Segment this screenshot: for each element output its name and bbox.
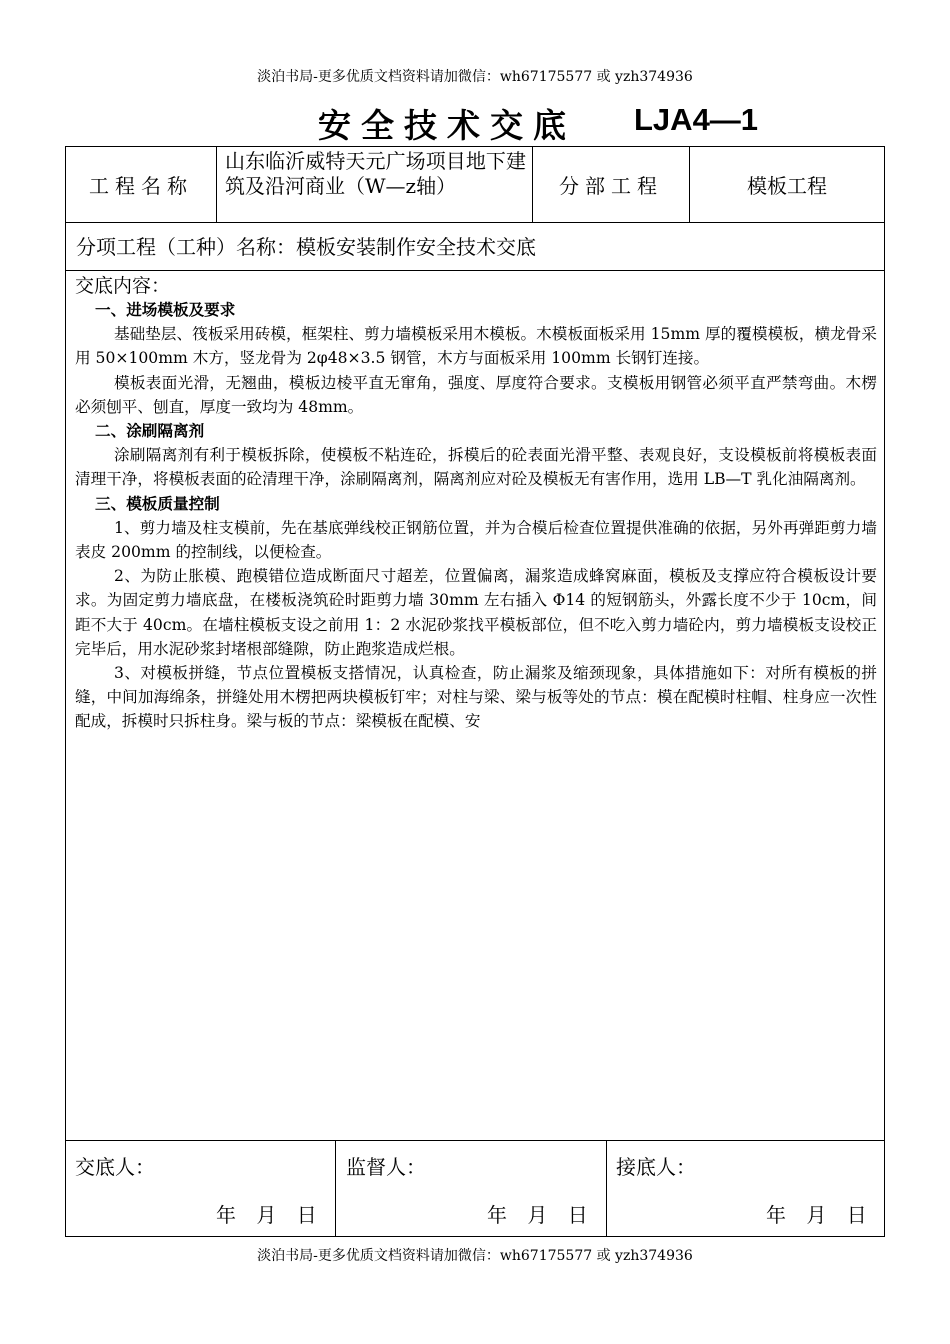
section-heading: 三、模板质量控制 <box>95 494 220 513</box>
project-name-value: 山东临沂威特天元广场项目地下建筑及沿河商业（W—z轴） <box>225 149 526 198</box>
paragraph: 模板表面光滑，无翘曲，模板边棱平直无窜角，强度、厚度符合要求。支模板用钢管必须平直严禁弯曲。木楞必须刨平、刨直，厚度一致均为 48mm。 <box>75 373 877 416</box>
paragraph: 1、剪力墙及柱支模前，先在基底弹线校正钢筋位置，并为合模后检查位置提供准确的依据，另外再弹距剪力墙表皮 200mm 的控制线，以便检查。 <box>75 518 877 562</box>
signature-label-discloser: 交底人： <box>75 1155 155 1179</box>
project-name-label: 工程名称 <box>89 174 193 198</box>
paragraph: 涂刷隔离剂有利于模板拆除，使模板不粘连砼，拆模后的砼表面光滑平整、表观良好，支设模板前将模板表面清理干净，将模板表面的砼清理干净，涂刷隔离剂，隔离剂应对砼及模板无有害作用，选用 LB—T 乳化油隔离剂。 <box>75 446 877 489</box>
paragraph: 2、为防止胀模、跑模错位造成断面尺寸超差，位置偏离，漏浆造成蜂窝麻面，模板及支撑应符合模板设计要求。为固定剪力墙底盘，在楼板浇筑砼时距剪力墙 30mm 左右插入 Φ14 的短钢筋头，外露长度不少于 10cm，间距不大于 40cm。在墙柱模板支设之前用 1：2 水泥砂浆找平模板部位，但不吃入剪力墙砼内，剪力墙模板支设校正完毕后，用水泥砂浆封堵根部缝隙，防止跑浆造成烂根。 <box>75 567 877 658</box>
division-value: 模板工程 <box>747 174 827 198</box>
title-code: LJA4—1 <box>634 102 759 137</box>
signature-label-supervisor: 监督人： <box>346 1155 426 1179</box>
title-main: 安全技术交底 <box>318 106 576 145</box>
document-title <box>0 100 950 145</box>
section-heading: 二、涂刷隔离剂 <box>95 422 205 441</box>
division-label: 分部工程 <box>559 174 663 198</box>
disclosure-table <box>65 146 885 1237</box>
signature-date-discloser: 年 月 日 <box>216 1203 319 1227</box>
signature-date-receiver: 年 月 日 <box>766 1203 869 1227</box>
footer-note: 淡泊书局-更多优质文档资料请加微信：wh67175577 或 yzh374936 <box>257 1248 693 1264</box>
section-heading: 一、进场模板及要求 <box>95 301 236 319</box>
subitem-title: 分项工程（工种）名称：模板安装制作安全技术交底 <box>76 235 536 259</box>
paragraph: 基础垫层、筏板采用砖模，框架柱、剪力墙模板采用木模板。木模板面板采用 15mm 厚的覆模模板，横龙骨采用 50×100mm 木方，竖龙骨为 2φ48×3.5 钢管，木方与面板采用 100mm 长钢钉连接。 <box>75 325 877 368</box>
content-label: 交底内容： <box>75 275 171 297</box>
header-note: 淡泊书局-更多优质文档资料请加微信：wh67175577 或 yzh374936 <box>257 69 693 85</box>
disclosure-content <box>75 275 877 734</box>
paragraph: 3、对模板拼缝，节点位置模板支搭情况，认真检查，防止漏浆及缩颈现象，具体措施如下：对所有模板的拼缝，中间加海绵条，拼缝处用木楞把两块模板钉牢；对柱与梁、梁与板等处的节点：模在配模时柱帽、柱身应一次性配成，拆模时只拆柱身。梁与板的节点：梁模板在配模、安 <box>75 664 877 731</box>
signature-date-supervisor: 年 月 日 <box>487 1203 590 1227</box>
signature-label-receiver: 接底人： <box>616 1155 696 1179</box>
